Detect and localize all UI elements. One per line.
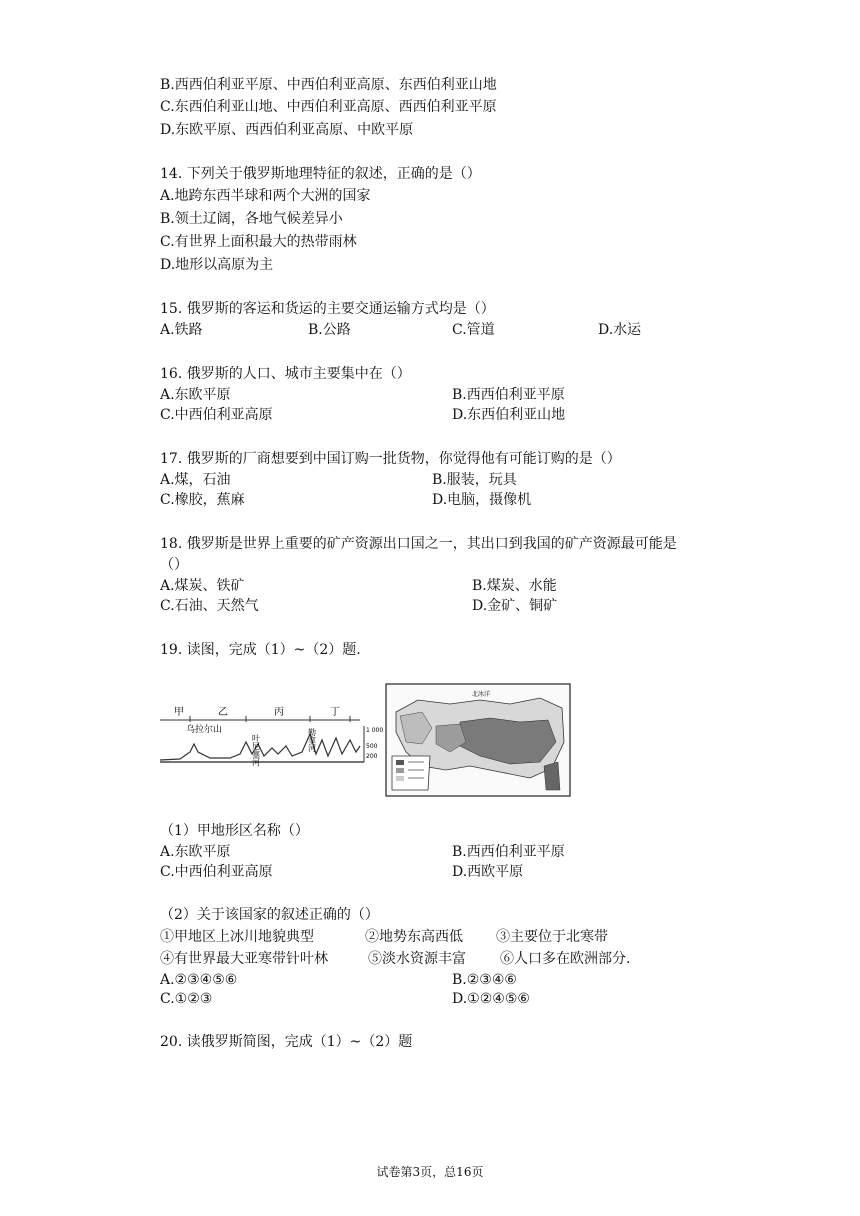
q19-stem: 19. 读图，完成（1）~（2）题. (160, 642, 361, 658)
page-footer: 试卷第3页，总16页 (376, 1165, 484, 1179)
q19-sub2-statement-2: ②地势东高西低 (365, 929, 463, 945)
q19-sub2-statement-3: ③主要位于北寒带 (496, 929, 608, 945)
q16-option-b: B.西西伯利亚平原 (452, 387, 565, 403)
q19-sub2-statement-4: ④有世界最大亚寒带针叶林 (160, 951, 328, 967)
q18-option-c: C.石油、天然气 (160, 598, 259, 614)
q14-stem: 14. 下列关于俄罗斯地理特征的叙述，正确的是（） (160, 166, 481, 182)
q13-option-d: D.东欧平原、西西伯利亚高原、中欧平原 (160, 122, 414, 138)
q17-option-d: D.电脑，摄像机 (432, 492, 532, 508)
elev-tick-500: 500 (366, 743, 378, 750)
q14-option-a: A.地跨东西半球和两个大洲的国家 (160, 188, 371, 204)
q19-sub2-statement-6: ⑥人口多在欧洲部分. (500, 951, 631, 967)
q17-option-c: C.橡胶，蕉麻 (160, 492, 245, 508)
q19-sub2-option-a: A.②③④⑤⑥ (160, 972, 238, 988)
region-label-jia: 甲 (174, 707, 184, 718)
q14-option-c: C.有世界上面积最大的热带雨林 (160, 234, 357, 250)
q16-stem: 16. 俄罗斯的人口、城市主要集中在（） (160, 366, 411, 382)
q19-sub2-option-b: B.②③④⑥ (452, 972, 517, 988)
q19-sub1-stem: （1）甲地形区名称（） (160, 823, 309, 839)
q16-option-c: C.中西伯利亚高原 (160, 407, 273, 423)
q18-option-d: D.金矿、铜矿 (472, 598, 558, 614)
q19-sub2-statement-1: ①甲地区上冰川地貌典型 (160, 929, 314, 945)
q16-option-a: A.东欧平原 (160, 387, 231, 403)
q14-option-d: D.地形以高原为主 (160, 257, 274, 273)
q18-stem: 18. 俄罗斯是世界上重要的矿产资源出口国之一，其出口到我国的矿产资源最可能是 (160, 536, 677, 552)
q17-option-b: B.服装，玩具 (432, 472, 517, 488)
q19-sub2-stem: （2）关于该国家的叙述正确的（） (160, 907, 379, 923)
q14-option-b: B.领土辽阔，各地气候差异小 (160, 211, 343, 227)
q17-stem: 17. 俄罗斯的厂商想要到中国订购一批货物，你觉得他有可能订购的是（） (160, 451, 621, 467)
q19-sub1-option-d: D.西欧平原 (452, 864, 524, 880)
q15-option-c: C.管道 (452, 322, 495, 338)
region-label-yi: 乙 (218, 707, 228, 718)
terrain-profile-and-map (160, 682, 580, 800)
region-label-bing: 丙 (274, 707, 284, 718)
q16-option-d: D.东西伯利亚山地 (452, 407, 566, 423)
elev-tick-200: 200 (366, 753, 378, 760)
q18-option-a: A.煤炭、铁矿 (160, 578, 245, 594)
q19-sub2-option-d: D.①②④⑤⑥ (452, 991, 530, 1007)
q19-sub1-option-b: B.西西伯利亚平原 (452, 844, 565, 860)
q19-sub1-option-a: A.东欧平原 (160, 844, 231, 860)
q19-sub2-option-c: C.①②③ (160, 991, 213, 1007)
label-ural: 乌拉尔山 (186, 725, 223, 735)
q13-option-b: B.西西伯利亚平原、中西伯利亚高原、东西伯利亚山地 (160, 77, 497, 93)
label-lena: 勒拿河 (307, 728, 317, 752)
q15-stem: 15. 俄罗斯的客运和货运的主要交通运输方式均是（） (160, 301, 495, 317)
region-label-ding: 丁 (330, 707, 340, 718)
q15-option-b: B.公路 (308, 322, 351, 338)
q19-sub1-option-c: C.中西伯利亚高原 (160, 864, 273, 880)
q15-option-a: A.铁路 (160, 322, 203, 338)
q18-option-b: B.煤炭、水能 (472, 578, 557, 594)
q19-figure (160, 682, 580, 800)
q18-stem-cont: （） (160, 557, 188, 573)
q20-stem: 20. 读俄罗斯简图，完成（1）~（2）题 (160, 1034, 413, 1050)
map-label-arctic: 北冰洋 (472, 691, 491, 698)
q17-option-a: A.煤，石油 (160, 472, 231, 488)
label-yenisei: 叶尼塞河 (251, 734, 261, 766)
q15-option-d: D.水运 (598, 322, 642, 338)
elev-tick-1000: 1 000 (366, 727, 384, 734)
q19-sub2-statement-5: ⑤淡水资源丰富 (368, 951, 466, 967)
q13-option-c: C.东西伯利亚山地、中西伯利亚高原、西西伯利亚平原 (160, 99, 497, 115)
